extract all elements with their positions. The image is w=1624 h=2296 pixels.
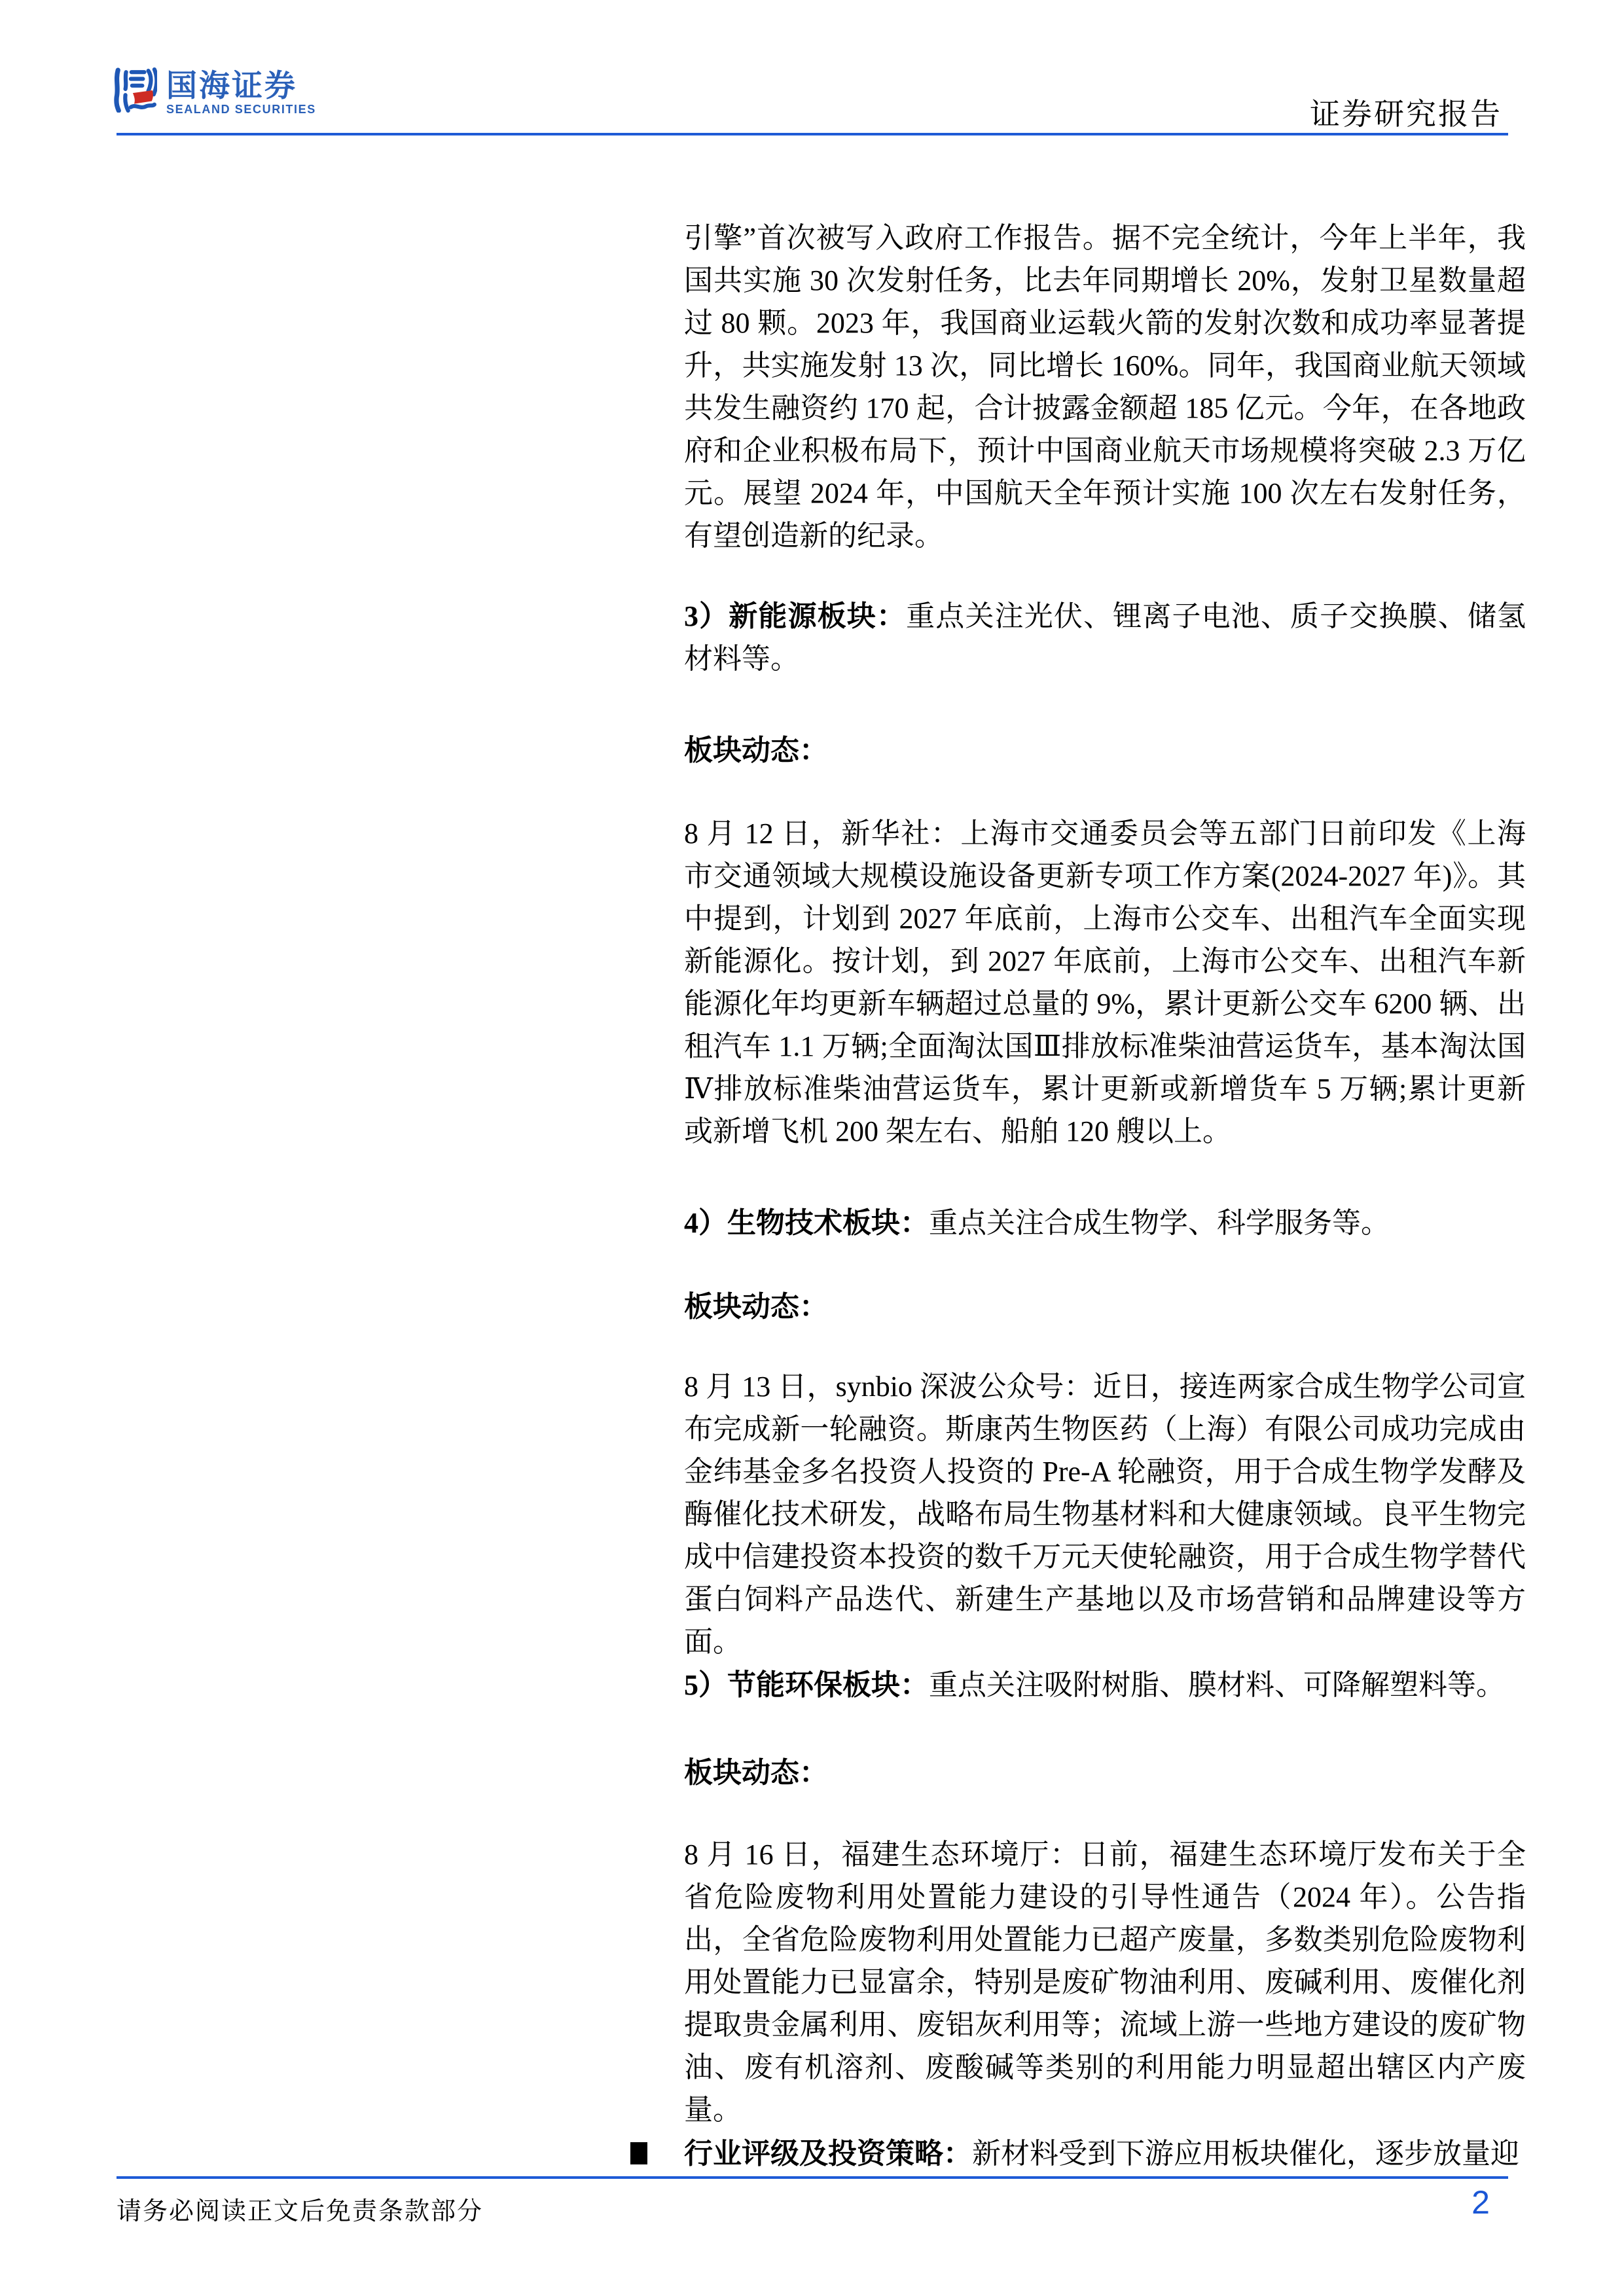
- rating-strategy-lead: 行业评级及投资策略：: [684, 2138, 972, 2170]
- section-heading-rest: 重点关注光伏、锂离子电池、质子交换膜、储氢材料等。: [684, 600, 1526, 675]
- section-heading-biotech: [684, 1202, 1526, 1244]
- sealand-logo-icon: [113, 67, 157, 113]
- section-heading-new-energy: [684, 595, 1526, 680]
- rating-strategy-rest: 新材料受到下游应用板块催化，逐步放量迎: [972, 2138, 1519, 2170]
- header-rule: [117, 133, 1508, 135]
- square-bullet-icon: [630, 2142, 647, 2164]
- dynamics-label-1: 板块动态：: [684, 734, 828, 766]
- page-number: 2: [1471, 2184, 1490, 2221]
- brand-name-en: SEALAND SECURITIES: [166, 103, 316, 116]
- section-heading-rest: 重点关注吸附树脂、膜材料、可降解塑料等。: [929, 1669, 1505, 1701]
- paragraph-aug12-shanghai: 8 月 12 日，新华社：上海市交通委员会等五部门日前印发《上海市交通领域大规模设施设备更新专项工作方案(2024-2027 年)》。其中提到，计划到 2027 年底前，上海市公交车、出租汽车全面实现新能源化。按计划，到 2027 年底前，上海市公交车、出租汽车新能源化年均更新车辆超过总量的 9%，累计更新公交车 6200 辆、出租汽车 1.1 万辆;全面淘汰国Ⅲ排放标准柴油营运货车，基本淘汰国Ⅳ排放标准柴油营运货车，累计更新或新增货车 5 万辆;累计更新或新增飞机 200 架左右、船舶 120 艘以上。: [684, 817, 1526, 1147]
- brand-name-cn: 国海证券: [166, 68, 297, 103]
- section-heading-rest: 重点关注合成生物学、科学服务等。: [929, 1207, 1390, 1239]
- paragraph-aug13-synbio: 8 月 13 日，synbio 深波公众号：近日，接连两家合成生物学公司宣布完成新一轮融资。斯康芮生物医药（上海）有限公司成功完成由金纬基金多名投资人投资的 Pre-A 轮融资，用于合成生物学发酵及酶催化技术研发，战略布局生物基材料和大健康领域。良平生物完成中信建投资本投资的数千万元天使轮融资，用于合成生物学替代蛋白饲料产品迭代、新建生产基地以及市场营销和品牌建设等方面。: [684, 1371, 1526, 1658]
- section-heading-lead: 4）生物技术板块：: [684, 1207, 929, 1239]
- brand-text: [166, 69, 402, 117]
- dynamics-label-3: 板块动态：: [684, 1757, 828, 1789]
- footer-rule: [117, 2176, 1508, 2179]
- rating-strategy-line: [630, 2132, 1540, 2175]
- dynamics-label-2: 板块动态：: [684, 1291, 828, 1323]
- section-heading-lead: 3）新能源板块：: [684, 600, 907, 632]
- section-heading-energy-saving: [684, 1664, 1526, 1706]
- footer-disclaimer: 请务必阅读正文后免责条款部分: [117, 2198, 484, 2225]
- doc-type-label: 证券研究报告: [1310, 98, 1502, 131]
- paragraph-commercial-space: 引擎”首次被写入政府工作报告。据不完全统计，今年上半年，我国共实施 30 次发射任务，比去年同期增长 20%，发射卫星数量超过 80 颗。2023 年，我国商业运载火箭的发射次数和成功率显著提升，共实施发射 13 次，同比增长 160%。同年，我国商业航天领域共发生融资约 170 起，合计披露金额超 185 亿元。今年，在各地政府和企业积极布局下，预计中国商业航天市场规模将突破 2.3 万亿元。展望 2024 年，中国航天全年预计实施 100 次左右发射任务，有望创造新的纪录。: [684, 222, 1526, 552]
- paragraph-aug16-fujian: 8 月 16 日，福建生态环境厅：日前，福建生态环境厅发布关于全省危险废物利用处置能力建设的引导性通告（2024 年）。公告指出，全省危险废物利用处置能力已超产废量，多数类别危险废物利用处置能力已显富余，特别是废矿物油利用、废碱利用、废催化剂提取贵金属利用、废铝灰利用等；流域上游一些地方建设的废矿物油、废有机溶剂、废酸碱等类别的利用能力明显超出辖区内产废量。: [684, 1839, 1526, 2126]
- section-heading-lead: 5）节能环保板块：: [684, 1669, 929, 1701]
- logo-red-flag: [133, 90, 153, 104]
